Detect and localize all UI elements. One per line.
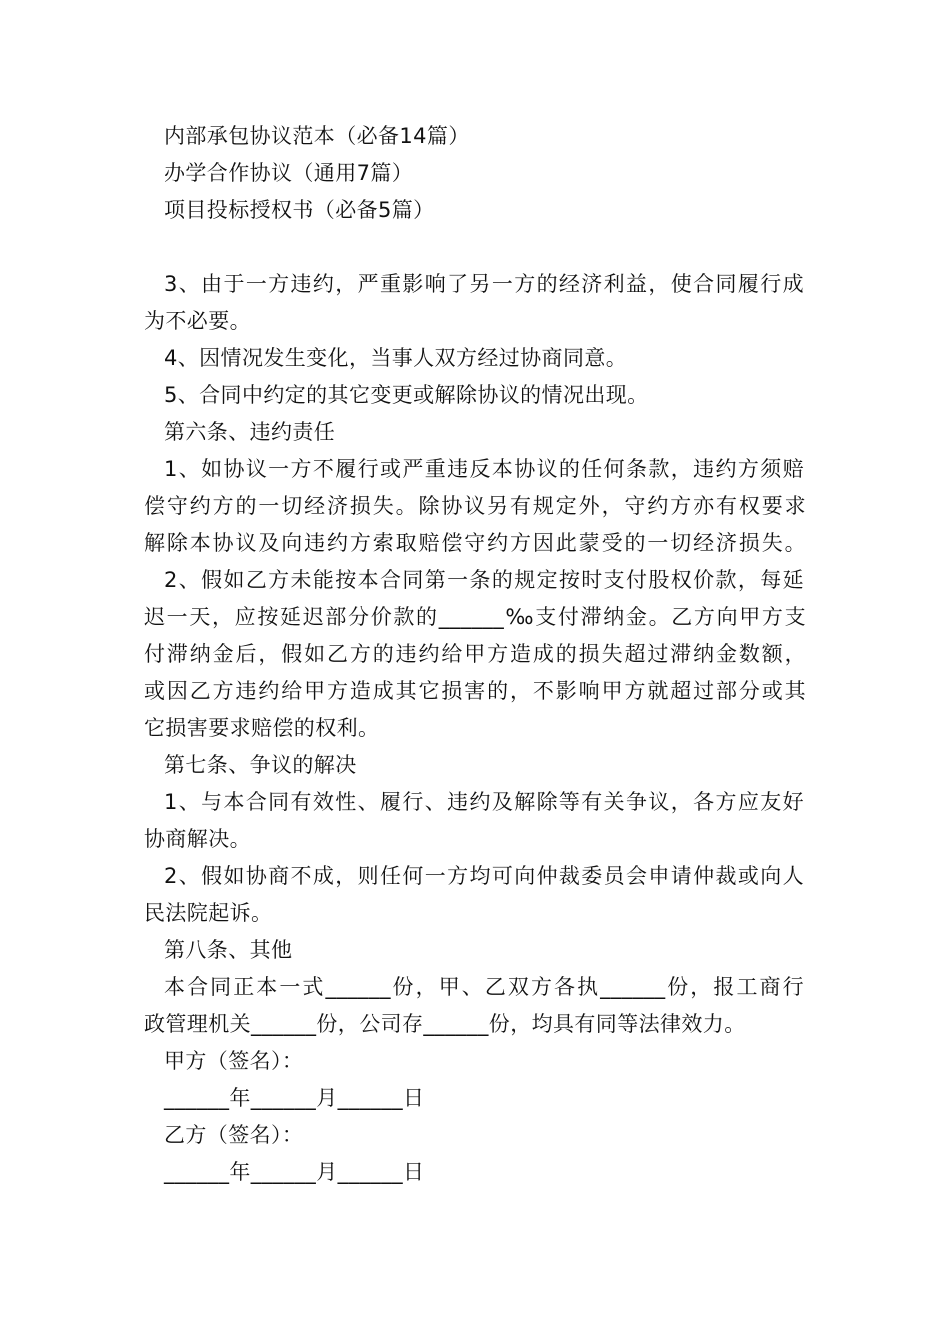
party-b-signature-label: 乙方（签名）： bbox=[164, 1123, 304, 1147]
paragraph-line: 解除本协议及向违约方索取赔偿守约方因此蒙受的一切经济损失。 bbox=[144, 531, 806, 555]
paragraph-line: 2、假如协商不成，则任何一方均可向仲裁委员会申请仲裁或向人 bbox=[164, 864, 804, 888]
paragraph-line: 4、因情况发生变化，当事人双方经过协商同意。 bbox=[164, 346, 628, 370]
paragraph-line: 民法院起诉。 bbox=[144, 901, 273, 925]
paragraph-line: 偿守约方的一切经济损失。除协议另有规定外，守约方亦有权要求 bbox=[144, 494, 806, 518]
paragraph-line: 或因乙方违约给甲方造成其它损害的，不影响甲方就超过部分或其 bbox=[144, 679, 806, 703]
paragraph-line: 为不必要。 bbox=[144, 309, 251, 333]
party-b-date-line: ______年______月______日 bbox=[164, 1160, 425, 1184]
paragraph-line: 迟一天，应按延迟部分价款的______‰支付滞纳金。乙方向甲方支 bbox=[144, 605, 806, 629]
paragraph-line: 1、如协议一方不履行或严重违反本协议的任何条款，违约方须赔 bbox=[164, 457, 804, 481]
paragraph-line: 3、由于一方违约，严重影响了另一方的经济利益，使合同履行成 bbox=[164, 272, 804, 296]
paragraph-line: 本合同正本一式______份，甲、乙双方各执______份，报工商行 bbox=[164, 975, 804, 999]
paragraph-line: 5、合同中约定的其它变更或解除协议的情况出现。 bbox=[164, 383, 649, 407]
related-link-3[interactable]: 项目投标授权书（必备5篇） bbox=[164, 198, 435, 222]
related-link-2[interactable]: 办学合作协议（通用7篇） bbox=[164, 161, 414, 185]
section-heading-8: 第八条、其他 bbox=[164, 938, 293, 962]
section-heading-7: 第七条、争议的解决 bbox=[164, 753, 357, 777]
paragraph-line: 它损害要求赔偿的权利。 bbox=[144, 716, 380, 740]
related-link-1[interactable]: 内部承包协议范本（必备14篇） bbox=[164, 124, 470, 148]
paragraph-line: 付滞纳金后，假如乙方的违约给甲方造成的损失超过滞纳金数额， bbox=[144, 642, 806, 666]
section-heading-6: 第六条、违约责任 bbox=[164, 420, 336, 444]
paragraph-line: 1、与本合同有效性、履行、违约及解除等有关争议，各方应友好 bbox=[164, 790, 804, 814]
paragraph-line: 2、假如乙方未能按本合同第一条的规定按时支付股权价款，每延 bbox=[164, 568, 804, 592]
party-a-date-line: ______年______月______日 bbox=[164, 1086, 425, 1110]
paragraph-line: 协商解决。 bbox=[144, 827, 251, 851]
paragraph-line: 政管理机关______份，公司存______份，均具有同等法律效力。 bbox=[144, 1012, 746, 1036]
party-a-signature-label: 甲方（签名）： bbox=[164, 1049, 304, 1073]
